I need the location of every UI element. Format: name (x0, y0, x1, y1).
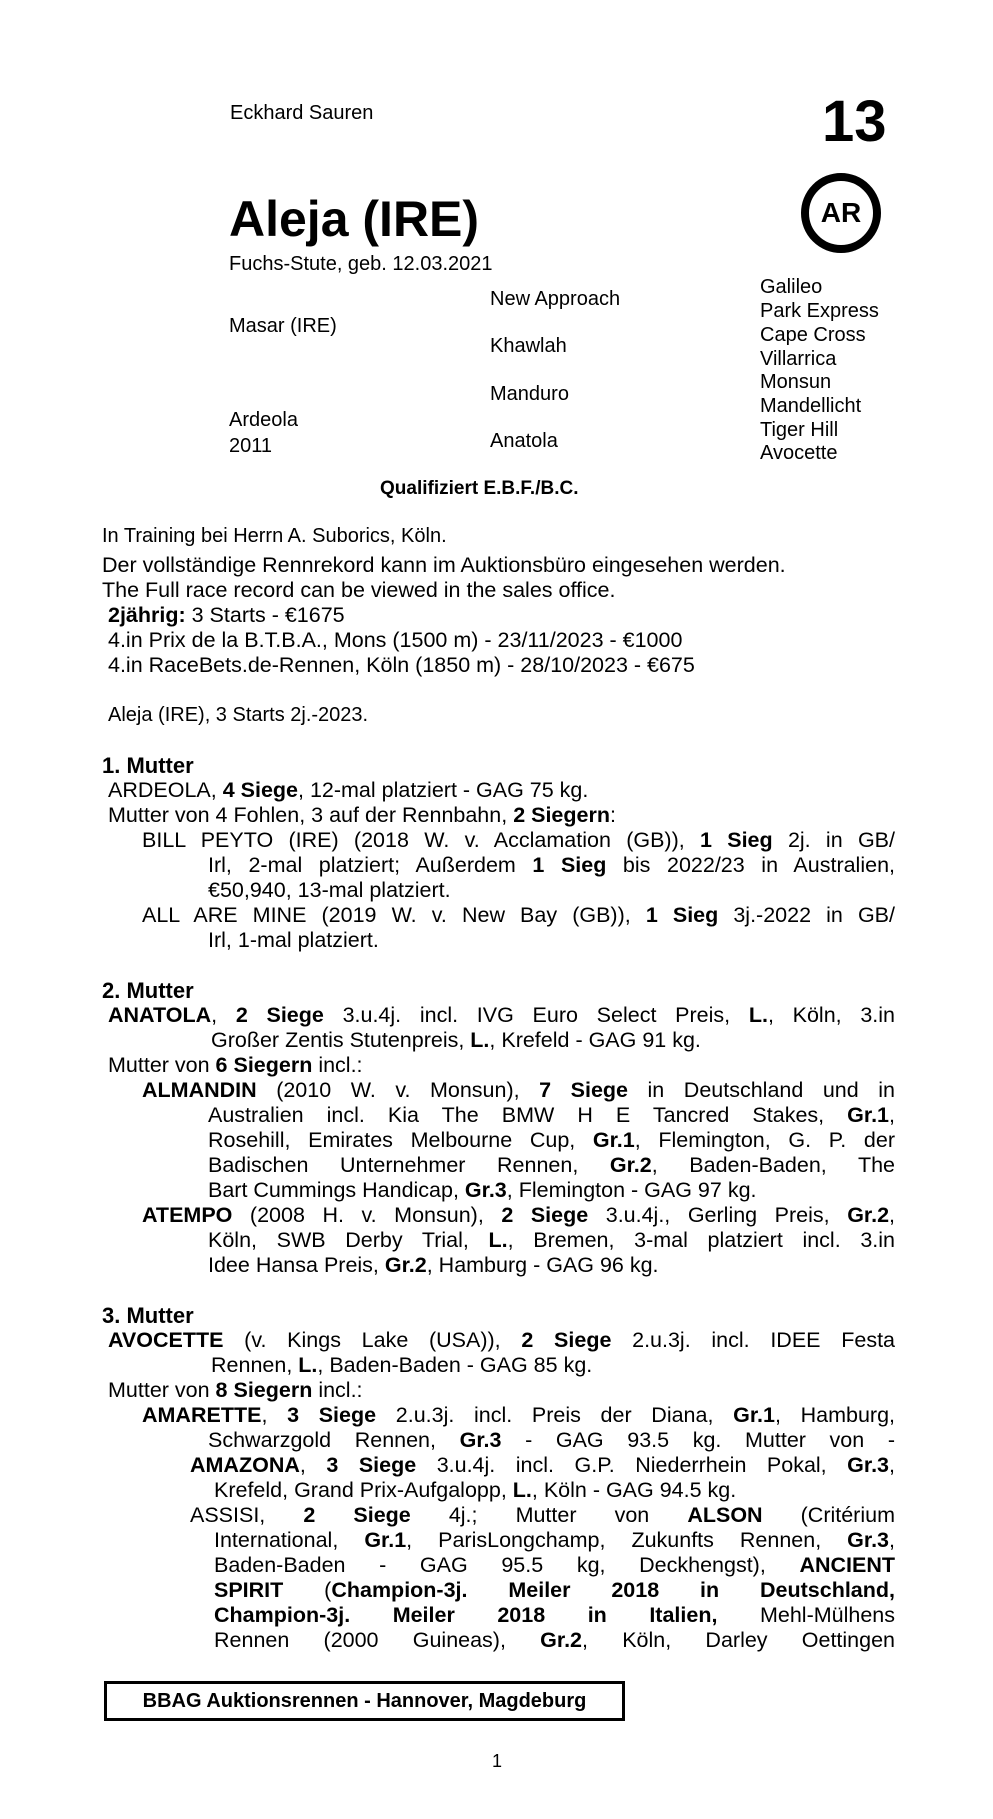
race-record-note-en: The Full race record can be viewed in the sales office. (102, 578, 616, 602)
ar-badge (801, 173, 881, 253)
lot-number: 13 (822, 89, 887, 154)
pedigree-gen3: Monsun (760, 371, 832, 393)
pedigree-gen3: Avocette (760, 442, 838, 464)
produce-line: Badischen Unternehmer Rennen, Gr.2, Baden-Baden, The (208, 1153, 895, 1177)
pedigree-gen3: Cape Cross (760, 324, 866, 346)
race-record-note-de: Der vollständige Rennrekord kann im Auktionsbüro eingesehen werden. (102, 553, 786, 577)
pedigree-gen3: Mandellicht (760, 395, 862, 417)
produce-line: BILL PEYTO (IRE) (2018 W. v. Acclamation (GB)), 1 Sieg 2j. in GB/ (142, 828, 895, 852)
ar-badge-text: AR (820, 197, 862, 228)
qualification: Qualifiziert E.B.F./B.C. (380, 478, 579, 499)
produce-line: AMARETTE, 3 Siege 2.u.3j. incl. Preis der Diana, Gr.1, Hamburg, (142, 1403, 896, 1427)
produce-line: Krefeld, Grand Prix-Aufgalopp, L., Köln - GAG 94.5 kg. (214, 1478, 737, 1502)
produce-line: ALL ARE MINE (2019 W. v. New Bay (GB)), 1 Sieg 3j.-2022 in GB/ (142, 903, 895, 927)
age-summary-text: 3 Starts - €1675 (185, 603, 345, 627)
produce-line: Rennen (2000 Guineas), Gr.2, Köln, Darley Oettingen (214, 1628, 896, 1652)
age-summary (102, 603, 895, 628)
produce-line: Idee Hansa Preis, Gr.2, Hamburg - GAG 96 kg. (208, 1253, 659, 1277)
produce-line: Schwarzgold Rennen, Gr.3 - GAG 93.5 kg. Mutter von - (208, 1428, 895, 1452)
pedigree-sire: Masar (IRE) (229, 315, 337, 337)
produce-line: Baden-Baden - GAG 95.5 kg, Deckhengst), ANCIENT (214, 1553, 895, 1577)
race-result: 4.in RaceBets.de-Rennen, Köln (1850 m) - 28/10/2023 - €675 (108, 653, 695, 677)
page-number: 1 (492, 1751, 503, 1771)
produce-line: Rosehill, Emirates Melbourne Cup, Gr.1, Flemington, G. P. der (208, 1128, 895, 1152)
produce-line: ATEMPO (2008 H. v. Monsun), 2 Siege 3.u.4j., Gerling Preis, Gr.2, (142, 1203, 896, 1227)
produce-line: Australien incl. Kia The BMW H E Tancred Stakes, Gr.1, (208, 1103, 895, 1127)
dam1-line: ARDEOLA, 4 Siege, 12-mal platziert - GAG 75 kg. (108, 778, 589, 802)
produce-line: ASSISI, 2 Siege 4j.; Mutter von ALSON (Critérium (190, 1503, 895, 1527)
pedigree-gen3: Galileo (760, 276, 823, 298)
pedigree-gen3: Tiger Hill (760, 419, 839, 441)
produce-line: Bart Cummings Handicap, Gr.3, Flemington - GAG 97 kg. (208, 1178, 757, 1202)
dam3-heading: 3. Mutter (102, 1303, 194, 1328)
dam2-line: Großer Zentis Stutenpreis, L., Krefeld - GAG 91 kg. (211, 1028, 701, 1052)
dam2-line: ANATOLA, 2 Siege 3.u.4j. incl. IVG Euro Select Preis, L., Köln, 3.in (108, 1003, 896, 1027)
footer-box (104, 1681, 625, 1721)
consignor: Eckhard Sauren (230, 102, 374, 124)
dam1-heading: 1. Mutter (102, 753, 194, 778)
age-label: 2jährig: (108, 603, 186, 627)
produce-line: Irl, 1-mal platziert. (208, 928, 379, 952)
horse-description: Fuchs-Stute, geb. 12.03.2021 (229, 253, 493, 275)
produce-line: €50,940, 13-mal platziert. (208, 878, 451, 902)
dam3-line: Mutter von 8 Siegern incl.: (108, 1378, 363, 1402)
pedigree-gen3: Park Express (760, 300, 879, 322)
pedigree-gen3: Villarrica (760, 348, 837, 370)
training-note: In Training bei Herrn A. Suborics, Köln. (102, 525, 447, 547)
produce-line: AMAZONA, 3 Siege 3.u.4j. incl. G.P. Niederrhein Pokal, Gr.3, (190, 1453, 895, 1477)
horse-name: Aleja (IRE) (229, 191, 480, 247)
produce-line: Irl, 2-mal platziert; Außerdem 1 Sieg bis 2022/23 in Australien, (208, 853, 895, 877)
dam3-line: AVOCETTE (v. Kings Lake (USA)), 2 Siege 2.u.3j. incl. IDEE Festa (108, 1328, 895, 1352)
produce-line: ALMANDIN (2010 W. v. Monsun), 7 Siege in Deutschland und in (142, 1078, 895, 1102)
dam2-heading: 2. Mutter (102, 978, 194, 1003)
pedigree-gen2: New Approach (490, 288, 621, 310)
dam3-line: Rennen, L., Baden-Baden - GAG 85 kg. (211, 1353, 593, 1377)
dam2-line: Mutter von 6 Siegern incl.: (108, 1053, 363, 1077)
pedigree-gen2: Manduro (490, 383, 569, 405)
footer-box-text: BBAG Auktionsrennen - Hannover, Magdeburg (142, 1689, 587, 1712)
pedigree-gen2: Khawlah (490, 335, 567, 357)
pedigree-gen2: Anatola (490, 430, 558, 452)
produce-line: Champion-3j. Meiler 2018 in Italien, Mehl-Mülhens (214, 1603, 896, 1627)
produce-line: International, Gr.1, ParisLongchamp, Zukunfts Rennen, Gr.3, (214, 1528, 895, 1552)
starts-summary: Aleja (IRE), 3 Starts 2j.-2023. (108, 704, 369, 726)
race-result: 4.in Prix de la B.T.B.A., Mons (1500 m) - 23/11/2023 - €1000 (108, 628, 683, 652)
dam1-line: Mutter von 4 Fohlen, 3 auf der Rennbahn, 2 Siegern: (108, 803, 616, 827)
produce-line: Köln, SWB Derby Trial, L., Bremen, 3-mal platziert incl. 3.in (208, 1228, 895, 1252)
catalogue-text (102, 524, 895, 1653)
pedigree-dam-year: 2011 (229, 435, 273, 457)
produce-line: SPIRIT (Champion-3j. Meiler 2018 in Deutschland, (214, 1578, 895, 1602)
pedigree-dam: Ardeola (229, 409, 298, 431)
